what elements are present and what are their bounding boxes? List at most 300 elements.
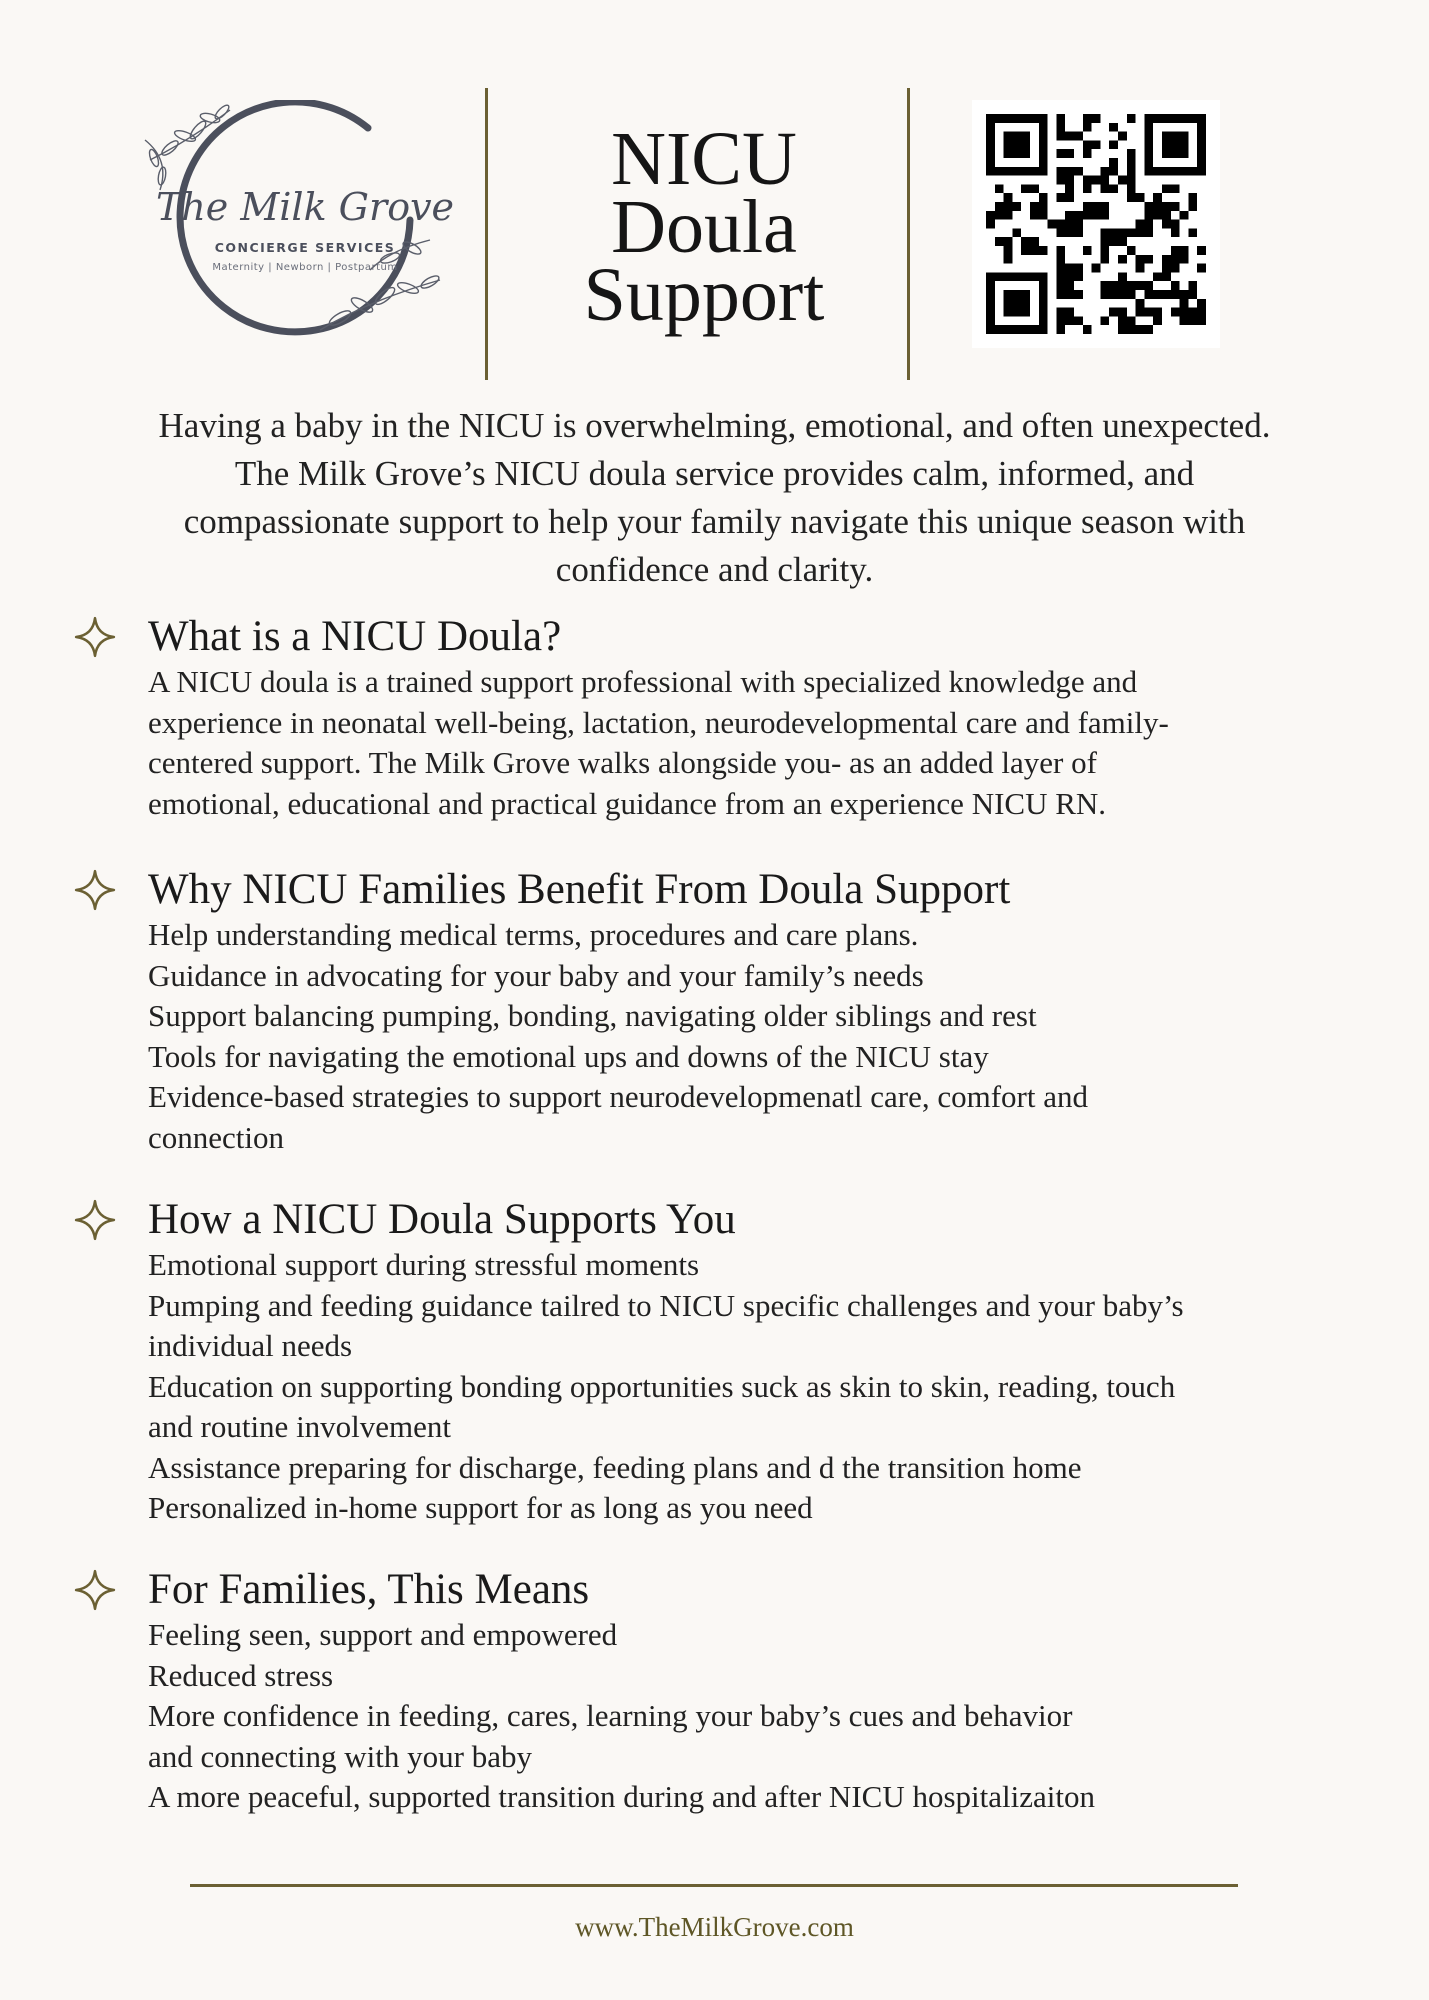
qr-module	[1171, 228, 1180, 237]
body-line: Assistance preparing for discharge, feeding plans and d the transition home	[148, 1449, 1082, 1485]
qr-module	[1127, 149, 1136, 158]
qr-module	[1162, 272, 1171, 281]
qr-module	[1180, 132, 1189, 141]
qr-module	[1065, 281, 1074, 290]
qr-module	[1039, 193, 1048, 202]
qr-module	[986, 281, 995, 290]
qr-module	[1153, 316, 1162, 325]
qr-module	[1056, 325, 1065, 334]
body-line: Education on supporting bonding opportunities suck as skin to skin, reading, touch	[148, 1368, 1176, 1404]
qr-module	[1188, 308, 1197, 317]
qr-module	[1144, 167, 1153, 176]
qr-module	[1004, 211, 1013, 220]
qr-module	[1039, 325, 1048, 334]
qr-module	[1039, 202, 1048, 211]
qr-module	[1004, 237, 1013, 246]
qr-module	[1065, 272, 1074, 281]
title-line-2: Doula	[611, 185, 797, 269]
qr-module	[1065, 132, 1074, 141]
qr-module	[1039, 149, 1048, 158]
qr-module	[1144, 255, 1153, 264]
qr-module	[1197, 149, 1206, 158]
qr-module	[1030, 237, 1039, 246]
qr-module	[1136, 308, 1145, 317]
qr-module	[1127, 228, 1136, 237]
qr-module	[1092, 202, 1101, 211]
qr-module	[1144, 290, 1153, 299]
qr-module	[1065, 167, 1074, 176]
body-line: Feeling seen, support and empowered	[148, 1617, 618, 1652]
qr-module	[1197, 316, 1206, 325]
body-line: centered support. The Milk Grove walks alongside you- as an added layer of	[148, 745, 1097, 780]
qr-module	[986, 272, 995, 281]
qr-module	[1030, 114, 1039, 123]
qr-module	[1065, 290, 1074, 299]
qr-module	[1056, 228, 1065, 237]
intro-line-2: The Milk Grove’s NICU doula service provides calm, informed, and	[234, 454, 1195, 493]
qr-module	[1021, 290, 1030, 299]
qr-module	[986, 211, 995, 220]
qr-module	[1180, 316, 1189, 325]
qr-module	[1048, 220, 1057, 229]
qr-module	[1092, 140, 1101, 149]
footer-divider	[190, 1884, 1238, 1887]
qr-module	[1171, 132, 1180, 141]
qr-module	[1092, 176, 1101, 185]
body-line: Support balancing pumping, bonding, navigating older siblings and rest	[148, 998, 1037, 1033]
qr-module	[1153, 290, 1162, 299]
body-line: and routine involvement	[148, 1409, 452, 1444]
qr-module	[1171, 184, 1180, 193]
qr-module	[1118, 228, 1127, 237]
qr-module	[1012, 132, 1021, 141]
qr-module	[1144, 140, 1153, 149]
qr-module	[1074, 316, 1083, 325]
section-body	[148, 1245, 1360, 1529]
qr-module	[1030, 211, 1039, 220]
qr-module	[1030, 167, 1039, 176]
body-line: Personalized in-home support for as long as you need	[148, 1490, 813, 1525]
qr-module	[1188, 281, 1197, 290]
qr-module	[1004, 149, 1013, 158]
qr-module	[1074, 264, 1083, 273]
qr-module	[1056, 149, 1065, 158]
qr-module	[1136, 281, 1145, 290]
title-line-1: NICU	[611, 117, 797, 201]
body-line: More confidence in feeding, cares, learning your baby’s cues and behavior	[148, 1698, 1073, 1733]
qr-module	[1030, 325, 1039, 334]
qr-module	[1171, 290, 1180, 299]
qr-module	[1065, 193, 1074, 202]
qr-module	[1109, 167, 1118, 176]
qr-module	[1100, 246, 1109, 255]
qr-module	[986, 299, 995, 308]
body-line: experience in neonatal well-being, lactation, neurodevelopmental care and family-	[148, 704, 1169, 740]
qr-module	[1074, 220, 1083, 229]
section-heading: How a NICU Doula Supports You	[148, 1196, 736, 1243]
section-body	[148, 662, 1360, 824]
qr-module	[1118, 308, 1127, 317]
body-line: Guidance in advocating for your baby and your family’s needs	[148, 957, 924, 993]
section-why-benefit	[70, 865, 1360, 1158]
qr-module	[1083, 114, 1092, 123]
logo-graphic	[140, 100, 460, 360]
qr-module	[1136, 299, 1145, 308]
qr-module	[1136, 220, 1145, 229]
intro-line-4: confidence and clarity.	[555, 550, 874, 589]
qr-module	[1127, 158, 1136, 167]
qr-module	[1030, 272, 1039, 281]
qr-module	[1144, 114, 1153, 123]
section-for-families	[70, 1565, 1360, 1818]
logo-tagline: CONCIERGE SERVICES	[214, 240, 396, 255]
qr-module	[1004, 272, 1013, 281]
qr-module	[1083, 123, 1092, 132]
qr-module	[1127, 281, 1136, 290]
qr-module	[1004, 290, 1013, 299]
qr-module	[1021, 246, 1030, 255]
qr-module	[1056, 246, 1065, 255]
qr-module	[1188, 114, 1197, 123]
qr-module	[1180, 299, 1189, 308]
qr-module	[1162, 149, 1171, 158]
qr-module	[1109, 228, 1118, 237]
qr-module	[1109, 123, 1118, 132]
logo-brand-text: The Milk Grove	[155, 185, 455, 229]
qr-module	[995, 237, 1004, 246]
qr-module	[1109, 140, 1118, 149]
qr-module	[1074, 132, 1083, 141]
qr-module	[1012, 228, 1021, 237]
qr-module	[1039, 316, 1048, 325]
qr-module	[1100, 167, 1109, 176]
qr-module	[1004, 193, 1013, 202]
qr-module	[1180, 149, 1189, 158]
qr-module	[1039, 290, 1048, 299]
qr-module	[1004, 132, 1013, 141]
qr-module	[1109, 281, 1118, 290]
qr-module	[1171, 140, 1180, 149]
section-heading: Why NICU Families Benefit From Doula Support	[148, 866, 1011, 913]
qr-module	[1153, 202, 1162, 211]
qr-module	[1012, 272, 1021, 281]
qr-code-icon	[972, 100, 1220, 348]
qr-module	[1012, 299, 1021, 308]
qr-module	[1153, 167, 1162, 176]
qr-module	[1136, 264, 1145, 273]
header-divider-right	[907, 88, 910, 380]
qr-module	[1074, 290, 1083, 299]
qr-module	[1118, 281, 1127, 290]
qr-module	[1056, 290, 1065, 299]
qr-module	[1021, 149, 1030, 158]
qr-module	[1083, 211, 1092, 220]
qr-module	[1056, 132, 1065, 141]
qr-module	[1039, 114, 1048, 123]
body-line: A NICU doula is a trained support professional with specialized knowledge and	[148, 664, 1138, 699]
qr-module	[1056, 281, 1065, 290]
qr-module	[1021, 272, 1030, 281]
qr-module	[1127, 114, 1136, 123]
qr-module	[1030, 246, 1039, 255]
qr-module	[1021, 325, 1030, 334]
qr-module	[1136, 228, 1145, 237]
qr-module	[986, 114, 995, 123]
qr-module	[1162, 184, 1171, 193]
four-point-star-icon	[74, 616, 116, 658]
qr-module	[1065, 308, 1074, 317]
qr-module	[1153, 193, 1162, 202]
qr-module	[1162, 220, 1171, 229]
qr-module	[1092, 211, 1101, 220]
qr-module	[1136, 255, 1145, 264]
qr-module	[1162, 264, 1171, 273]
qr-module	[1083, 325, 1092, 334]
qr-module	[1083, 202, 1092, 211]
section-body	[148, 1615, 1360, 1818]
qr-module	[1118, 272, 1127, 281]
qr-module	[1127, 167, 1136, 176]
qr-module	[1162, 290, 1171, 299]
qr-module	[1100, 211, 1109, 220]
qr-module	[1056, 176, 1065, 185]
qr-module	[1144, 325, 1153, 334]
qr-module	[1144, 211, 1153, 220]
qr-module	[1118, 325, 1127, 334]
qr-module	[1004, 299, 1013, 308]
qr-module	[1180, 308, 1189, 317]
qr-module	[1118, 290, 1127, 299]
qr-module	[1144, 308, 1153, 317]
qr-module	[1021, 132, 1030, 141]
qr-module	[1100, 290, 1109, 299]
qr-module	[1171, 220, 1180, 229]
qr-module	[1065, 176, 1074, 185]
qr-module	[1021, 167, 1030, 176]
qr-module	[1012, 290, 1021, 299]
qr-module	[1144, 228, 1153, 237]
qr-module	[1136, 193, 1145, 202]
qr-module	[1012, 325, 1021, 334]
four-point-star-icon	[74, 869, 116, 911]
qr-module	[995, 272, 1004, 281]
body-line: and connecting with your baby	[148, 1738, 532, 1774]
qr-module	[1030, 202, 1039, 211]
qr-module	[1162, 255, 1171, 264]
four-point-star-icon	[74, 1569, 116, 1611]
section-body	[148, 915, 1360, 1158]
qr-module	[1197, 299, 1206, 308]
qr-module	[1109, 308, 1118, 317]
qr-module	[1153, 308, 1162, 317]
qr-module	[1127, 184, 1136, 193]
qr-module	[1056, 272, 1065, 281]
qr-module	[1012, 167, 1021, 176]
qr-module	[986, 325, 995, 334]
qr-module	[1039, 281, 1048, 290]
qr-module	[1056, 308, 1065, 317]
body-line: individual needs	[148, 1328, 353, 1363]
qr-module	[1180, 167, 1189, 176]
qr-module	[1171, 255, 1180, 264]
qr-module	[1092, 114, 1101, 123]
qr-module	[1012, 114, 1021, 123]
qr-module	[1109, 237, 1118, 246]
qr-module	[1065, 149, 1074, 158]
qr-module	[1004, 308, 1013, 317]
qr-module	[995, 202, 1004, 211]
qr-module	[1171, 202, 1180, 211]
qr-module	[1039, 272, 1048, 281]
qr-module	[1004, 140, 1013, 149]
qr-module	[1171, 308, 1180, 317]
qr-module	[1197, 123, 1206, 132]
qr-module	[995, 167, 1004, 176]
qr-module	[1100, 202, 1109, 211]
qr-module	[1056, 167, 1065, 176]
qr-module	[1127, 290, 1136, 299]
qr-module	[1197, 246, 1206, 255]
qr-module	[1100, 316, 1109, 325]
qr-module	[1065, 316, 1074, 325]
qr-module	[1056, 114, 1065, 123]
qr-module	[1083, 149, 1092, 158]
qr-module	[1065, 228, 1074, 237]
qr-module	[1144, 202, 1153, 211]
qr-module	[1100, 184, 1109, 193]
qr-module	[1039, 246, 1048, 255]
qr-module	[1004, 325, 1013, 334]
qr-module	[986, 220, 995, 229]
qr-module	[1180, 211, 1189, 220]
qr-module	[1188, 316, 1197, 325]
qr-module	[1180, 290, 1189, 299]
qr-module	[1092, 264, 1101, 273]
qr-module	[1136, 325, 1145, 334]
qr-module	[1188, 202, 1197, 211]
qr-module	[1171, 167, 1180, 176]
qr-module	[1144, 220, 1153, 229]
qr-module	[995, 184, 1004, 193]
qr-module	[1153, 114, 1162, 123]
body-line: A more peaceful, supported transition during and after NICU hospitalizaiton	[148, 1779, 1095, 1814]
qr-module	[1127, 246, 1136, 255]
qr-module	[1039, 167, 1048, 176]
section-heading: For Families, This Means	[148, 1566, 590, 1613]
qr-module	[1100, 176, 1109, 185]
qr-module	[1180, 140, 1189, 149]
intro-line-1: Having a baby in the NICU is overwhelming, emotional, and often unexpected.	[158, 406, 1271, 445]
qr-module	[1100, 255, 1109, 264]
qr-module	[1109, 158, 1118, 167]
qr-module	[1083, 140, 1092, 149]
qr-module	[1127, 193, 1136, 202]
qr-module	[1056, 220, 1065, 229]
qr-module	[1056, 264, 1065, 273]
qr-module	[1162, 114, 1171, 123]
qr-module	[1065, 211, 1074, 220]
qr-module	[1127, 316, 1136, 325]
qr-module	[1197, 308, 1206, 317]
qr-module	[1056, 316, 1065, 325]
logo-subtagline: Maternity | Newborn | Postpartum	[212, 262, 398, 273]
qr-module	[986, 308, 995, 317]
qr-module	[1021, 114, 1030, 123]
qr-module	[1012, 202, 1021, 211]
qr-module	[1188, 193, 1197, 202]
qr-module	[1056, 123, 1065, 132]
header	[0, 0, 1429, 400]
qr-module	[1012, 140, 1021, 149]
intro-line-3: compassionate support to help your family navigate this unique season with	[183, 502, 1246, 541]
qr-module	[1197, 167, 1206, 176]
qr-module	[1197, 264, 1206, 273]
qr-module	[1153, 272, 1162, 281]
body-line: Tools for navigating the emotional ups and downs of the NICU stay	[148, 1038, 989, 1074]
qr-module	[1153, 211, 1162, 220]
body-line: emotional, educational and practical guidance from an experience NICU RN.	[148, 785, 1107, 821]
qr-module	[1197, 114, 1206, 123]
qr-module	[1021, 237, 1030, 246]
qr-module	[1171, 149, 1180, 158]
qr-module	[1144, 158, 1153, 167]
qr-module	[1162, 140, 1171, 149]
intro-paragraph	[60, 402, 1369, 594]
qr-module	[1144, 149, 1153, 158]
section-heading: What is a NICU Doula?	[148, 613, 562, 660]
qr-module	[1083, 176, 1092, 185]
footer-website-link[interactable]: www.TheMilkGrove.com	[575, 1912, 854, 1942]
qr-module	[1109, 290, 1118, 299]
qr-module	[986, 316, 995, 325]
qr-module	[1004, 255, 1013, 264]
qr-module	[986, 149, 995, 158]
qr-module	[1197, 140, 1206, 149]
qr-module	[1171, 264, 1180, 273]
qr-module	[1188, 228, 1197, 237]
qr-module	[1065, 220, 1074, 229]
qr-module	[986, 123, 995, 132]
qr-module	[1065, 184, 1074, 193]
qr-module	[1127, 325, 1136, 334]
qr-module	[1144, 123, 1153, 132]
qr-module	[1162, 202, 1171, 211]
qr-module	[1065, 264, 1074, 273]
four-point-star-icon	[74, 1199, 116, 1241]
qr-module	[1162, 211, 1171, 220]
qr-module	[1056, 255, 1065, 264]
qr-module	[1100, 281, 1109, 290]
qr-module	[1180, 255, 1189, 264]
qr-module	[986, 140, 995, 149]
qr-module	[1039, 158, 1048, 167]
body-line: Evidence-based strategies to support neurodevelopmenatl care, comfort and	[148, 1079, 1088, 1114]
qr-module	[986, 167, 995, 176]
qr-module	[1021, 308, 1030, 317]
section-how-supports	[70, 1195, 1360, 1529]
qr-module	[1074, 211, 1083, 220]
qr-module	[1171, 281, 1180, 290]
title-line-3: Support	[583, 253, 825, 337]
qr-module	[1004, 246, 1013, 255]
qr-module	[1021, 140, 1030, 149]
body-line: Reduced stress	[148, 1657, 334, 1693]
qr-module	[1188, 167, 1197, 176]
qr-module	[1162, 167, 1171, 176]
qr-module	[1171, 246, 1180, 255]
qr-module	[1074, 272, 1083, 281]
qr-module	[1118, 132, 1127, 141]
